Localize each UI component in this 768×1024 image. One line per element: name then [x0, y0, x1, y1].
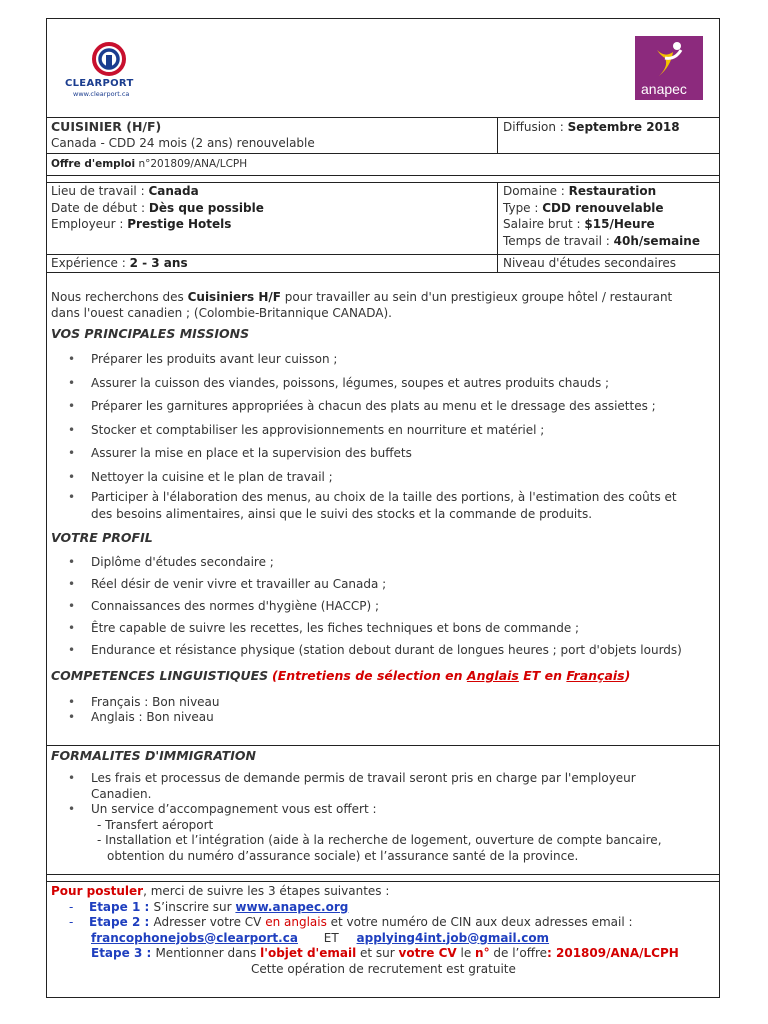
- immigration-subitem: - Transfert aéroport: [97, 817, 214, 832]
- detail-value: 40h/semaine: [613, 233, 700, 248]
- step-text: S’inscrire sur: [153, 899, 236, 914]
- apply-step-3: [51, 946, 679, 962]
- job-title: CUISINIER (H/F): [51, 119, 162, 134]
- langues-header: [51, 668, 630, 683]
- langues-title: COMPETENCES LINGUISTIQUES: [51, 668, 269, 683]
- intro-paragraph: [51, 289, 672, 321]
- apply-step-1: [51, 900, 679, 916]
- clearport-url: www.clearport.ca: [73, 90, 130, 98]
- immigration-list: [51, 771, 715, 864]
- step-text: et votre numéro de CIN aux deux adresses email :: [326, 915, 633, 929]
- intro-text: pour travailler au sein d'un prestigieux groupe hôtel / restaurant: [280, 290, 673, 304]
- anapec-name: anapec: [641, 81, 687, 97]
- detail-label: Type :: [503, 200, 543, 215]
- missions-title: VOS PRINCIPALES MISSIONS: [51, 326, 250, 341]
- immigration-subitem: obtention du numéro d’assurance sociale) et l’assurance santé de la province.: [107, 848, 579, 863]
- clearport-logo: [61, 39, 171, 99]
- rule: [47, 272, 719, 273]
- rule: [47, 254, 719, 255]
- rule: [47, 745, 719, 746]
- detail-row: [51, 183, 264, 200]
- step-text: de l’offre: [489, 946, 548, 960]
- list-item: • Français : Bon niveau: [51, 695, 220, 710]
- rule: [47, 153, 719, 154]
- step-label: Etape 2 :: [89, 915, 154, 929]
- langues-note: [272, 668, 630, 683]
- rule: [47, 881, 719, 882]
- list-item: • Connaissances des normes d'hygiène (HACCP) ;: [51, 595, 682, 617]
- column-divider: [497, 117, 498, 153]
- detail-row: [503, 183, 700, 200]
- apply-emails: [51, 931, 679, 947]
- list-item-line: des besoins alimentaires, ainsi que le suivi des stocks et la commande de produits.: [91, 507, 593, 521]
- detail-value: CDD renouvelable: [542, 200, 664, 215]
- immigration-title: FORMALITES D'IMMIGRATION: [51, 748, 256, 763]
- column-divider: [497, 182, 498, 272]
- offer-reference: : 201809/ANA/LCPH: [547, 946, 679, 960]
- list-item: • Réel désir de venir vivre et travailler au Canada ;: [51, 573, 682, 595]
- immigration-subitem: - Installation et l’intégration (aide à la recherche de logement, ouverture de compte bancaire,: [97, 833, 662, 847]
- job-subtitle: Canada - CDD 24 mois (2 ans) renouvelable: [51, 136, 315, 150]
- anapec-link[interactable]: www.anapec.org: [235, 899, 349, 914]
- detail-row: [51, 216, 264, 233]
- immigration-text: Les frais et processus de demande permis de travail seront pris en charge par l'employeur: [91, 771, 636, 785]
- step-text: et sur: [356, 946, 399, 960]
- note-text: ET en: [518, 668, 567, 683]
- detail-row: [51, 200, 264, 217]
- bullet: •: [68, 490, 76, 504]
- detail-value: $15/Heure: [584, 217, 655, 231]
- anapec-logo: [635, 36, 703, 100]
- step-label: Etape 1 :: [89, 899, 154, 914]
- step-red-bold: l'objet d'email: [260, 946, 357, 960]
- detail-value: Restauration: [568, 184, 657, 198]
- list-item-line: Participer à l'élaboration des menus, au choix de la taille des portions, à l'estimation des coûts et: [91, 490, 677, 504]
- missions-list: [51, 348, 656, 489]
- apply-lead-text: , merci de suivre les 3 étapes suivantes :: [143, 884, 390, 898]
- rule: [47, 175, 719, 176]
- detail-value: Canada: [148, 184, 199, 198]
- detail-row: [503, 233, 700, 250]
- apply-section: [51, 884, 679, 977]
- email-link-gmail[interactable]: applying4int.job@gmail.com: [356, 930, 550, 945]
- offer-label: Offre d'emploi: [51, 158, 136, 170]
- mission-last-item: [51, 489, 677, 523]
- job-offer-document: [46, 18, 720, 998]
- email-link-clearport[interactable]: francophonejobs@clearport.ca: [91, 930, 298, 945]
- step-red-bold: n°: [475, 946, 490, 960]
- apply-step-2: [51, 915, 679, 931]
- note-text: ): [624, 668, 631, 683]
- step-dash: -: [69, 899, 74, 914]
- list-item: • Assurer la mise en place et la supervision des buffets: [51, 442, 656, 466]
- detail-label: Lieu de travail :: [51, 184, 149, 198]
- step-label: Etape 3 :: [91, 946, 156, 960]
- list-item: • Être capable de suivre les recettes, les fiches techniques et bons de commande ;: [51, 617, 682, 639]
- experience-label: Expérience :: [51, 256, 130, 270]
- bullet: •: [68, 771, 76, 785]
- free-notice: Cette opération de recrutement est gratuite: [251, 961, 516, 976]
- intro-line2: dans l'ouest canadien ; (Colombie-Britannique CANADA).: [51, 306, 392, 320]
- list-item: • Diplôme d'études secondaire ;: [51, 551, 682, 573]
- step-dash: -: [69, 915, 74, 929]
- list-item: • Nettoyer la cuisine et le plan de travail ;: [51, 466, 656, 490]
- email-separator: ET: [323, 930, 339, 945]
- profil-title: VOTRE PROFIL: [51, 530, 153, 545]
- detail-value: Dès que possible: [148, 200, 264, 215]
- detail-label: Temps de travail :: [503, 233, 614, 248]
- list-item: • Préparer les produits avant leur cuisson ;: [51, 348, 656, 372]
- clearport-logo-icon: [89, 41, 129, 77]
- list-item: • Stocker et comptabiliser les approvisionnements en nourriture et matériel ;: [51, 419, 656, 443]
- diffusion: [503, 120, 680, 134]
- intro-text: Nous recherchons des: [51, 290, 188, 304]
- apply-lead: [51, 884, 679, 900]
- list-item: • Assurer la cuisson des viandes, poissons, légumes, soupes et autres produits chauds ;: [51, 372, 656, 396]
- step-text: Adresser votre CV: [153, 915, 266, 929]
- detail-row: [503, 216, 700, 233]
- note-anglais: Anglais: [466, 668, 519, 683]
- immigration-text: Canadien.: [91, 786, 152, 801]
- step-text: Mentionner dans: [155, 946, 261, 960]
- diffusion-value: Septembre 2018: [567, 120, 680, 134]
- detail-value: Prestige Hotels: [127, 217, 232, 231]
- rule: [47, 117, 719, 118]
- list-item: • Endurance et résistance physique (station debout durant de longues heures ; port d'objets lourds): [51, 639, 682, 661]
- step-text: le: [456, 946, 476, 960]
- clearport-name: CLEARPORT: [65, 78, 134, 89]
- immigration-text: Un service d’accompagnement vous est offert :: [91, 802, 377, 816]
- experience: [51, 256, 188, 270]
- note-text: (Entretiens de sélection en: [272, 668, 467, 683]
- detail-label: Employeur :: [51, 217, 128, 231]
- bullet: •: [68, 802, 76, 816]
- langues-list: [51, 695, 220, 725]
- diffusion-label: Diffusion :: [503, 120, 568, 134]
- offer-number: [51, 158, 247, 170]
- details-right: [503, 183, 700, 249]
- detail-label: Date de début :: [51, 200, 149, 215]
- profil-list: [51, 551, 682, 661]
- list-item: • Anglais : Bon niveau: [51, 710, 220, 725]
- education-level: Niveau d'études secondaires: [503, 256, 677, 270]
- list-item: • Préparer les garnitures appropriées à chacun des plats au menu et le dressage des assiettes ;: [51, 395, 656, 419]
- anapec-figure-icon: [635, 36, 703, 86]
- experience-value: 2 - 3 ans: [129, 256, 188, 270]
- details-left: [51, 183, 264, 233]
- offer-value: n°201809/ANA/LCPH: [135, 158, 248, 170]
- step-red-bold: votre CV: [398, 946, 457, 960]
- detail-label: Domaine :: [503, 184, 569, 198]
- rule: [47, 874, 719, 875]
- step-red-text: en anglais: [265, 915, 327, 929]
- intro-bold: Cuisiniers H/F: [187, 290, 281, 304]
- apply-lead-bold: Pour postuler: [51, 884, 144, 898]
- detail-label: Salaire brut :: [503, 217, 585, 231]
- detail-row: [503, 200, 700, 217]
- note-francais: Français: [566, 668, 625, 683]
